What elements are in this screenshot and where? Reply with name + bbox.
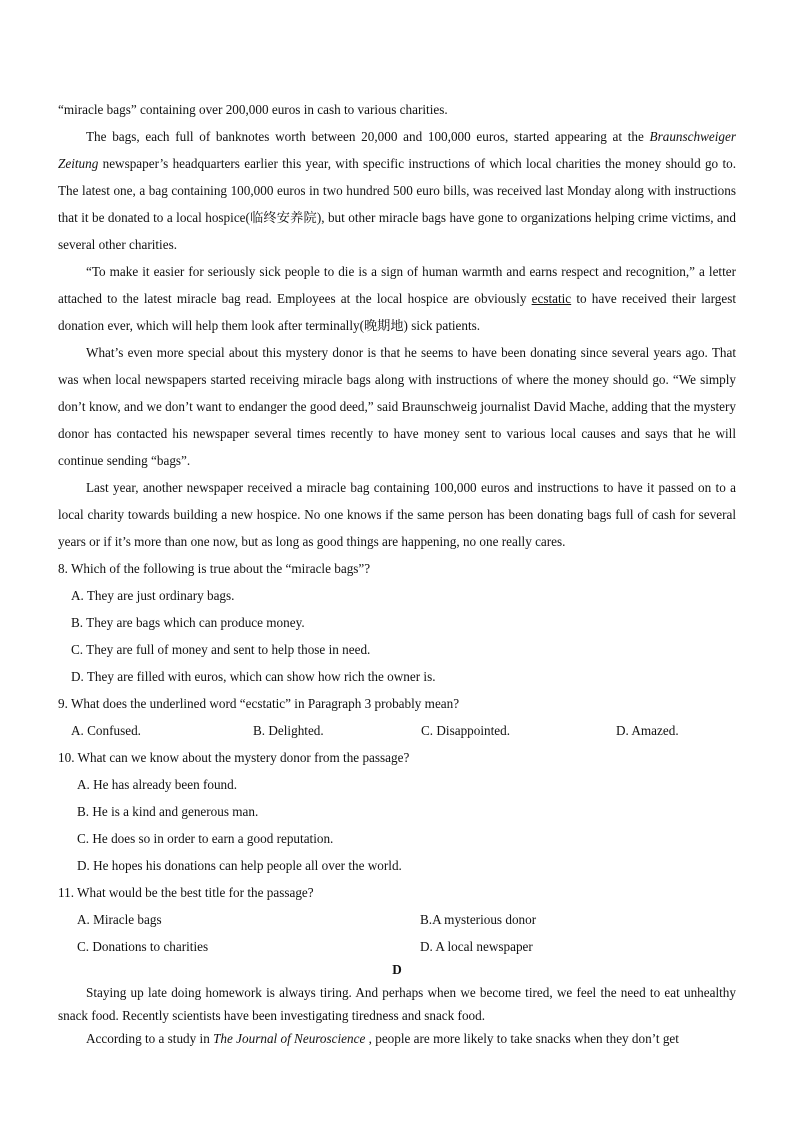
question-stem: 8. Which of the following is true about the “miracle bags”? (58, 561, 371, 576)
option-c: C. Disappointed. (421, 723, 511, 738)
options-row (58, 933, 736, 960)
option-a: A. Miracle bags (77, 912, 162, 927)
journal-name: The Journal of Neuroscience (213, 1031, 366, 1046)
passage-c-paragraph-5: Last year, another newspaper received a miracle bag containing 100,000 euros and instructions to have it passed on to a local charity towards building a new hospice. No one knows if the same person has been donating bags full of cash for several years or if it’s more than one now, but as long as good things are happening, no one really cares. (58, 480, 736, 549)
passage-c-paragraph-2: The bags, each full of banknotes worth between 20,000 and 100,000 euros, started appearing at the Braunschweiger Zeitung newspaper’s headquarters earlier this year, with specific instructions of which local charities the money should go to. The latest one, a bag containing 100,000 euros in two hundred 500 euro bills, was received last Monday along with instructions that it be donated to a local hospice(临终安养院), but other miracle bags have gone to organizations helping crime victims, and several other charities. (58, 129, 736, 252)
options-row (58, 906, 736, 933)
passage-d-paragraph-2: According to a study in The Journal of Neuroscience , people are more likely to take snacks when they don’t get (86, 1031, 679, 1046)
question-11 (58, 879, 736, 960)
options-row (58, 717, 736, 744)
option-a: A. Confused. (71, 723, 141, 738)
question-10 (58, 744, 736, 879)
section-label: D (392, 962, 402, 977)
option-b: B. Delighted. (253, 723, 324, 738)
question-stem: 9. What does the underlined word “ecstatic” in Paragraph 3 probably mean? (58, 696, 460, 711)
option-a: A. They are just ordinary bags. (71, 588, 235, 603)
option-b: B. They are bags which can produce money. (71, 615, 305, 630)
option-d: D. He hopes his donations can help people all over the world. (77, 858, 402, 873)
question-stem: 10. What can we know about the mystery donor from the passage? (58, 750, 410, 765)
option-c: C. They are full of money and sent to help those in need. (71, 642, 371, 657)
passage-c-paragraph-4: What’s even more special about this mystery donor is that he seems to have been donating since several years ago. That was when local newspapers started receiving miracle bags along with instructions of where the money should go. “We simply don’t know, and we don’t want to endanger the good deed,” said Braunschweig journalist David Mache, adding that the mystery donor has contacted his newspaper several times recently to have money sent to various local causes and says that he will continue sending “bags”. (58, 345, 736, 468)
question-8 (58, 555, 736, 690)
question-9 (58, 690, 736, 744)
question-stem: 11. What would be the best title for the passage? (58, 885, 314, 900)
newspaper-name: Braunschweiger Zeitung (58, 129, 736, 171)
document-page (58, 96, 736, 1050)
option-d: D. Amazed. (616, 723, 679, 738)
underlined-word: ecstatic (531, 291, 572, 306)
option-d: D. They are filled with euros, which can show how rich the owner is. (71, 669, 436, 684)
passage-c-paragraph-1: “miracle bags” containing over 200,000 euros in cash to various charities. (58, 102, 448, 117)
option-d: D. A local newspaper (420, 939, 533, 954)
passage-d-paragraph-1: Staying up late doing homework is always tiring. And perhaps when we become tired, we feel the need to eat unhealthy snack food. Recently scientists have been investigating tiredness and snack food. (58, 985, 736, 1023)
option-b: B. He is a kind and generous man. (77, 804, 259, 819)
option-c: C. Donations to charities (77, 939, 209, 954)
passage-c-paragraph-3: “To make it easier for seriously sick people to die is a sign of human warmth and earns respect and recognition,” a letter attached to the latest miracle bag read. Employees at the local hospice are obviously ecstatic to have received their largest donation ever, which will help them look after terminally(晚期地) sick patients. (58, 264, 737, 333)
option-b: B.A mysterious donor (420, 912, 537, 927)
option-a: A. He has already been found. (77, 777, 238, 792)
option-c: C. He does so in order to earn a good reputation. (77, 831, 334, 846)
